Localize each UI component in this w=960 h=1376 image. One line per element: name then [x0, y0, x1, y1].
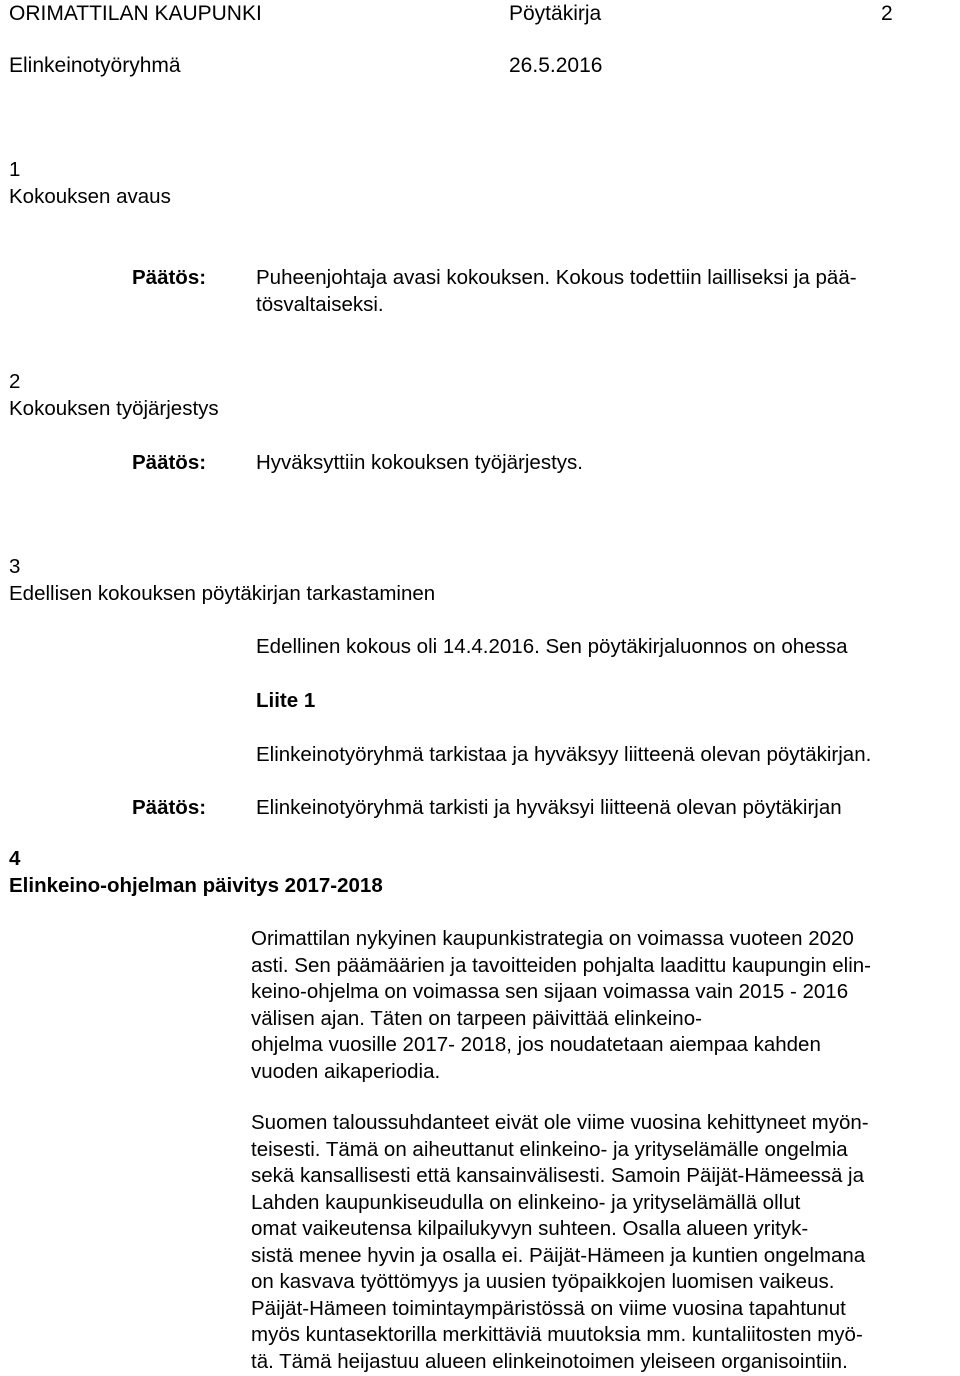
section-1-number: 1	[9, 158, 21, 181]
paragraph-line: sistä menee hyvin ja osalla ei. Päijät-Hämeen ja kuntien ongelmana	[251, 1243, 866, 1267]
section-3-proposal: Elinkeinotyöryhmä tarkistaa ja hyväksyy liitteenä olevan pöytäkirjan.	[256, 743, 872, 766]
section-1-decision-line: tösvaltaiseksi.	[256, 292, 384, 316]
section-1-decision-line: Puheenjohtaja avasi kokouksen. Kokous todettiin lailliseksi ja pää-	[256, 266, 857, 289]
document-type: Pöytäkirja	[509, 2, 602, 25]
section-3-intro: Edellinen kokous oli 14.4.2016. Sen pöytäkirjaluonnos on ohessa	[256, 635, 848, 658]
section-4-paragraph-2	[251, 1110, 941, 1375]
section-4-number: 4	[9, 847, 21, 870]
section-2-decision-label: Päätös:	[132, 451, 207, 474]
section-3-number: 3	[9, 555, 21, 578]
paragraph-line: Suomen taloussuhdanteet eivät ole viime vuosina kehittyneet myön-	[251, 1111, 869, 1134]
paragraph-line: keino-ohjelma on voimassa sen sijaan voimassa vain 2015 - 2016	[251, 980, 849, 1003]
paragraph-line: omat vaikeutensa kilpailukyvyn suhteen. Osalla alueen yrityk-	[251, 1217, 809, 1240]
section-2-number: 2	[9, 370, 21, 393]
meeting-date: 26.5.2016	[509, 54, 603, 77]
paragraph-line: asti. Sen päämäärien ja tavoitteiden pohjalta laadittu kaupungin elin-	[251, 953, 871, 977]
paragraph-line: sekä kansallisesti että kansainvälisesti. Samoin Päijät-Hämeessä ja	[251, 1164, 865, 1187]
section-3-decision-label: Päätös:	[132, 796, 207, 819]
paragraph-line: ohjelma vuosille 2017- 2018, jos noudatetaan aiempaa kahden	[251, 1033, 821, 1056]
paragraph-line: Lahden kaupunkiseudulla on elinkeino- ja yrityselämällä ollut	[251, 1190, 801, 1214]
paragraph-line: tä. Tämä heijastuu alueen elinkeinotoimen yleiseen organisointiin.	[251, 1349, 848, 1373]
paragraph-line: vuoden aikaperiodia.	[251, 1059, 441, 1083]
section-1-decision-label: Päätös:	[132, 266, 207, 289]
section-3-decision-text: Elinkeinotyöryhmä tarkisti ja hyväksyi liitteenä olevan pöytäkirjan	[256, 796, 842, 819]
section-2-title: Kokouksen työjärjestys	[9, 397, 219, 420]
section-1-decision-text	[256, 265, 946, 318]
section-3-attachment: Liite 1	[256, 689, 316, 712]
paragraph-line: myös kuntasektorilla merkittäviä muutoksia mm. kuntaliitosten myö-	[251, 1323, 863, 1346]
section-4-paragraph-1	[251, 926, 941, 1085]
paragraph-line: Päijät-Hämeen toimintaympäristössä on viime vuosina tapahtunut	[251, 1296, 846, 1320]
body-name: Elinkeinotyöryhmä	[9, 54, 181, 77]
section-3-title: Edellisen kokouksen pöytäkirjan tarkastaminen	[9, 582, 436, 605]
organization-name: ORIMATTILAN KAUPUNKI	[9, 2, 262, 25]
paragraph-line: välisen ajan. Täten on tarpeen päivittää elinkeino-	[251, 1006, 702, 1030]
section-1-title: Kokouksen avaus	[9, 185, 171, 208]
section-2-decision-text: Hyväksyttiin kokouksen työjärjestys.	[256, 451, 583, 474]
paragraph-line: teisesti. Tämä on aiheuttanut elinkeino- ja yrityselämälle ongelmia	[251, 1137, 848, 1161]
section-4-title: Elinkeino-ohjelman päivitys 2017-2018	[9, 874, 383, 897]
page-number: 2	[881, 2, 893, 25]
paragraph-line: on kasvava työttömyys ja uusien työpaikkojen luomisen vaikeus.	[251, 1270, 835, 1293]
paragraph-line: Orimattilan nykyinen kaupunkistrategia on voimassa vuoteen 2020	[251, 927, 854, 950]
